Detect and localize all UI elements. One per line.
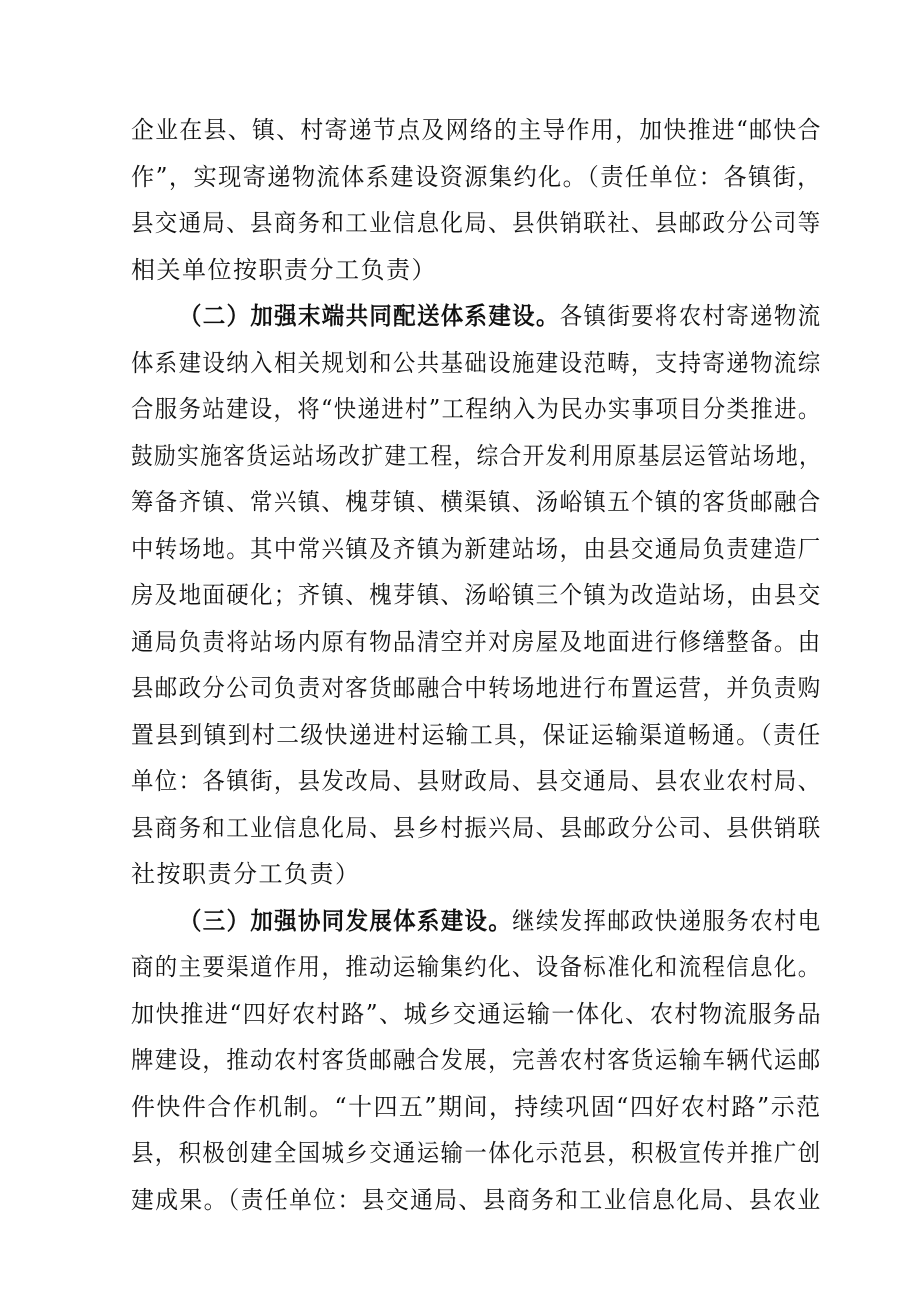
body-text-line: 商的主要渠道作用，推动运输集约化、设备标准化和流程信息化。 (131, 953, 822, 981)
body-text-line: 县邮政分公司负责对客货邮融合中转场地进行布置运营，并负责购 (131, 674, 822, 702)
body-text-line: 置县到镇到村二级快递进村运输工具，保证运输渠道畅通。（责任 (131, 721, 822, 749)
section-heading: （二）加强末端共同配送体系建设。 (179, 301, 560, 330)
section-heading-line (179, 906, 822, 936)
section-text: 继续发挥邮政快递服务农村电 (512, 907, 822, 935)
body-text-line: 牌建设，推动农村客货邮融合发展，完善农村客货运输车辆代运邮 (131, 1046, 822, 1074)
body-text-line: 县商务和工业信息化局、县乡村振兴局、县邮政分公司、县供销联 (131, 814, 822, 842)
section-heading-line (179, 301, 822, 331)
body-text-line: 作”，实现寄递物流体系建设资源集约化。（责任单位：各镇街， (131, 163, 822, 191)
body-text-line: 社按职责分工负责） (131, 860, 361, 888)
section-heading: （三）加强协同发展体系建设。 (179, 906, 513, 935)
body-text-line: 件快件合作机制。“十四五”期间，持续巩固“四好农村路”示范 (131, 1093, 822, 1121)
body-text-line: 县，积极创建全国城乡交通运输一体化示范县，积极宣传并推广创 (131, 1139, 822, 1167)
body-text-line: 房及地面硬化；齐镇、槐芽镇、汤峪镇三个镇为改造站场，由县交 (131, 581, 822, 609)
body-text-line: 通局负责将站场内原有物品清空并对房屋及地面进行修缮整备。由 (131, 628, 822, 656)
body-text-line: 中转场地。其中常兴镇及齐镇为新建站场，由县交通局负责建造厂 (131, 535, 822, 563)
body-text-line: 县交通局、县商务和工业信息化局、县供销联社、县邮政分公司等 (131, 209, 822, 237)
body-text-line: 体系建设纳入相关规划和公共基础设施建设范畴，支持寄递物流综 (131, 349, 822, 377)
body-text-line: 筹备齐镇、常兴镇、槐芽镇、横渠镇、汤峪镇五个镇的客货邮融合 (131, 488, 822, 516)
body-text-line: 相关单位按职责分工负责） (131, 256, 437, 284)
body-text-line: 合服务站建设，将“快递进村”工程纳入为民办实事项目分类推进。 (131, 395, 822, 423)
body-text-line: 建成果。（责任单位：县交通局、县商务和工业信息化局、县农业 (131, 1186, 822, 1214)
body-text-line: 企业在县、镇、村寄递节点及网络的主导作用，加快推进“邮快合 (131, 116, 822, 144)
body-text-line: 鼓励实施客货运站场改扩建工程，综合开发利用原基层运管站场地， (131, 442, 823, 470)
body-text-line: 加快推进“四好农村路”、城乡交通运输一体化、农村物流服务品 (131, 1000, 823, 1028)
body-text-line: 单位：各镇街，县发改局、县财政局、县交通局、县农业农村局、 (131, 767, 822, 795)
section-text: 各镇街要将农村寄递物流 (559, 302, 822, 330)
